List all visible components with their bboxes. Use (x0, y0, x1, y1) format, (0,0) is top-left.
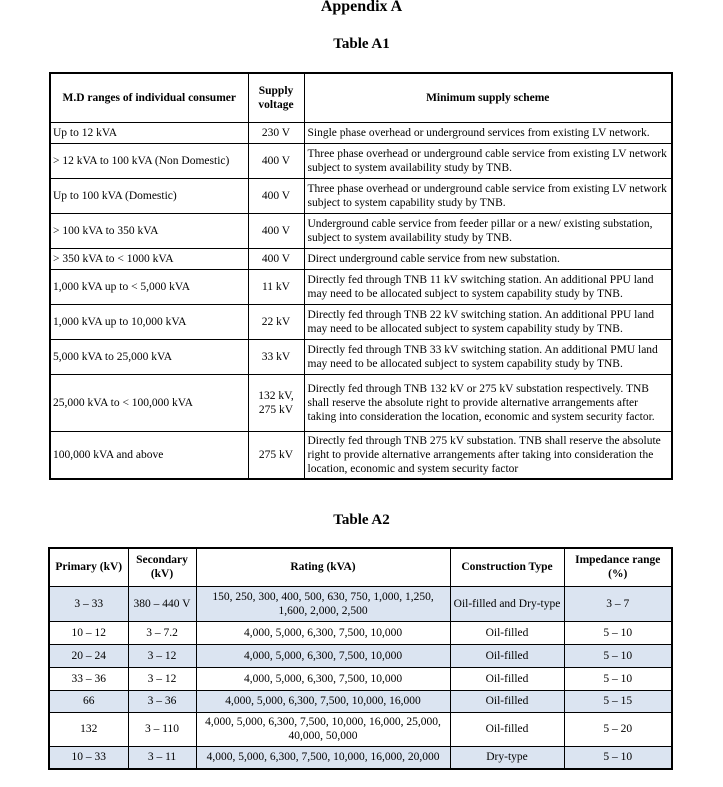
a1-table-row (50, 304, 672, 339)
a2-cell-construction: Oil-filled and Dry-type (450, 586, 564, 621)
table-a2 (48, 547, 673, 770)
a1-cell-supply-voltage: 22 kV (248, 304, 304, 339)
a1-cell-md-range: 1,000 kVA up to 10,000 kVA (50, 304, 248, 339)
a1-cell-supply-voltage: 400 V (248, 213, 304, 248)
a1-cell-supply-scheme: Directly fed through TNB 132 kV or 275 kV substation respectively. TNB shall reserve the absolute right to provide alternative arrangements after taking into consideration the location, economic and system security factor. (304, 374, 672, 431)
a1-table-row (50, 374, 672, 431)
a2-header-secondary: Secondary (kV) (128, 548, 196, 586)
a1-cell-supply-voltage: 275 kV (248, 431, 304, 479)
a2-cell-secondary: 380 – 440 V (128, 586, 196, 621)
a2-cell-impedance: 5 – 10 (564, 746, 672, 769)
a1-cell-md-range: 5,000 kVA to 25,000 kVA (50, 339, 248, 374)
a1-cell-supply-scheme: Directly fed through TNB 11 kV switching station. An additional PPU land may need to be allocated subject to system capability study by TNB. (304, 269, 672, 304)
a1-cell-md-range: 1,000 kVA up to < 5,000 kVA (50, 269, 248, 304)
a2-table-row (49, 690, 672, 712)
a2-cell-construction: Oil-filled (450, 644, 564, 667)
a2-cell-secondary: 3 – 12 (128, 667, 196, 690)
a2-cell-construction: Oil-filled (450, 667, 564, 690)
a1-cell-supply-voltage: 33 kV (248, 339, 304, 374)
a1-header-md-range: M.D ranges of individual consumer (50, 73, 248, 122)
a1-table-row (50, 248, 672, 269)
a1-cell-supply-scheme: Directly fed through TNB 22 kV switching station. An additional PPU land may need to be allocated subject to system capability study by TNB. (304, 304, 672, 339)
a2-cell-primary: 10 – 33 (49, 746, 128, 769)
a1-cell-supply-voltage: 400 V (248, 143, 304, 178)
appendix-title: Appendix A (320, 0, 403, 15)
a2-table-row (49, 644, 672, 667)
a1-cell-md-range: 100,000 kVA and above (50, 431, 248, 479)
a1-cell-supply-voltage: 400 V (248, 248, 304, 269)
a2-table-row (49, 712, 672, 746)
a2-cell-secondary: 3 – 11 (128, 746, 196, 769)
a2-cell-construction: Oil-filled (450, 690, 564, 712)
table-a1 (49, 72, 673, 480)
a2-cell-impedance: 5 – 20 (564, 712, 672, 746)
table-a2-title: Table A2 (333, 512, 390, 528)
a2-cell-primary: 10 – 12 (49, 621, 128, 644)
a1-table-row (50, 122, 672, 143)
a2-cell-rating: 4,000, 5,000, 6,300, 7,500, 10,000 (196, 621, 450, 644)
a1-table-row (50, 339, 672, 374)
a2-cell-construction: Dry-type (450, 746, 564, 769)
a1-cell-supply-scheme: Three phase overhead or underground cable service from existing LV network subject to system capability study by TNB. (304, 178, 672, 213)
a2-cell-rating: 4,000, 5,000, 6,300, 7,500, 10,000 (196, 644, 450, 667)
a2-cell-secondary: 3 – 110 (128, 712, 196, 746)
a1-header-supply-scheme: Minimum supply scheme (304, 73, 672, 122)
a2-cell-secondary: 3 – 36 (128, 690, 196, 712)
a1-cell-supply-voltage: 132 kV, 275 kV (248, 374, 304, 431)
a1-cell-supply-voltage: 230 V (248, 122, 304, 143)
a2-cell-rating: 4,000, 5,000, 6,300, 7,500, 10,000, 16,000, 25,000, 40,000, 50,000 (196, 712, 450, 746)
a1-cell-md-range: > 350 kVA to < 1000 kVA (50, 248, 248, 269)
a2-cell-impedance: 5 – 10 (564, 621, 672, 644)
a2-header-impedance: Impedance range (%) (564, 548, 672, 586)
a2-cell-primary: 132 (49, 712, 128, 746)
a1-cell-supply-scheme: Underground cable service from feeder pillar or a new/ existing substation, subject to system availability study by TNB. (304, 213, 672, 248)
a1-cell-supply-scheme: Direct underground cable service from new substation. (304, 248, 672, 269)
a1-cell-supply-scheme: Directly fed through TNB 33 kV switching station. An additional PMU land may need to be allocated subject to system capability study by TNB. (304, 339, 672, 374)
a2-cell-rating: 4,000, 5,000, 6,300, 7,500, 10,000 (196, 667, 450, 690)
a1-table-row (50, 213, 672, 248)
a2-table-row (49, 586, 672, 621)
a1-cell-md-range: 25,000 kVA to < 100,000 kVA (50, 374, 248, 431)
a2-cell-construction: Oil-filled (450, 621, 564, 644)
a2-table-row (49, 621, 672, 644)
a1-table-row (50, 178, 672, 213)
a2-cell-secondary: 3 – 12 (128, 644, 196, 667)
a1-cell-md-range: Up to 12 kVA (50, 122, 248, 143)
a2-table-row (49, 667, 672, 690)
a1-cell-supply-voltage: 400 V (248, 178, 304, 213)
table-a1-title: Table A1 (333, 36, 390, 52)
a2-header-primary: Primary (kV) (49, 548, 128, 586)
a2-cell-rating: 150, 250, 300, 400, 500, 630, 750, 1,000, 1,250, 1,600, 2,000, 2,500 (196, 586, 450, 621)
a2-cell-primary: 33 – 36 (49, 667, 128, 690)
a1-table-row (50, 431, 672, 479)
a1-cell-supply-scheme: Three phase overhead or underground cable service from existing LV network subject to system availability study by TNB. (304, 143, 672, 178)
a1-table-row (50, 269, 672, 304)
a1-cell-md-range: > 100 kVA to 350 kVA (50, 213, 248, 248)
a2-cell-secondary: 3 – 7.2 (128, 621, 196, 644)
a2-cell-construction: Oil-filled (450, 712, 564, 746)
a1-cell-supply-voltage: 11 kV (248, 269, 304, 304)
a2-cell-impedance: 3 – 7 (564, 586, 672, 621)
a2-cell-primary: 20 – 24 (49, 644, 128, 667)
a1-cell-supply-scheme: Directly fed through TNB 275 kV substation. TNB shall reserve the absolute right to provide alternative arrangements after taking into consideration the location, economic and system security factor (304, 431, 672, 479)
a2-header-rating: Rating (kVA) (196, 548, 450, 586)
a1-table-row (50, 143, 672, 178)
a2-cell-primary: 3 – 33 (49, 586, 128, 621)
a2-cell-impedance: 5 – 15 (564, 690, 672, 712)
a2-cell-rating: 4,000, 5,000, 6,300, 7,500, 10,000, 16,000, 20,000 (196, 746, 450, 769)
a1-cell-md-range: > 12 kVA to 100 kVA (Non Domestic) (50, 143, 248, 178)
a2-header-construction: Construction Type (450, 548, 564, 586)
a2-cell-rating: 4,000, 5,000, 6,300, 7,500, 10,000, 16,000 (196, 690, 450, 712)
a1-cell-supply-scheme: Single phase overhead or underground services from existing LV network. (304, 122, 672, 143)
a2-cell-primary: 66 (49, 690, 128, 712)
a1-cell-md-range: Up to 100 kVA (Domestic) (50, 178, 248, 213)
a2-table-row (49, 746, 672, 769)
a2-cell-impedance: 5 – 10 (564, 644, 672, 667)
a2-cell-impedance: 5 – 10 (564, 667, 672, 690)
a1-header-supply-voltage: Supply voltage (248, 73, 304, 122)
